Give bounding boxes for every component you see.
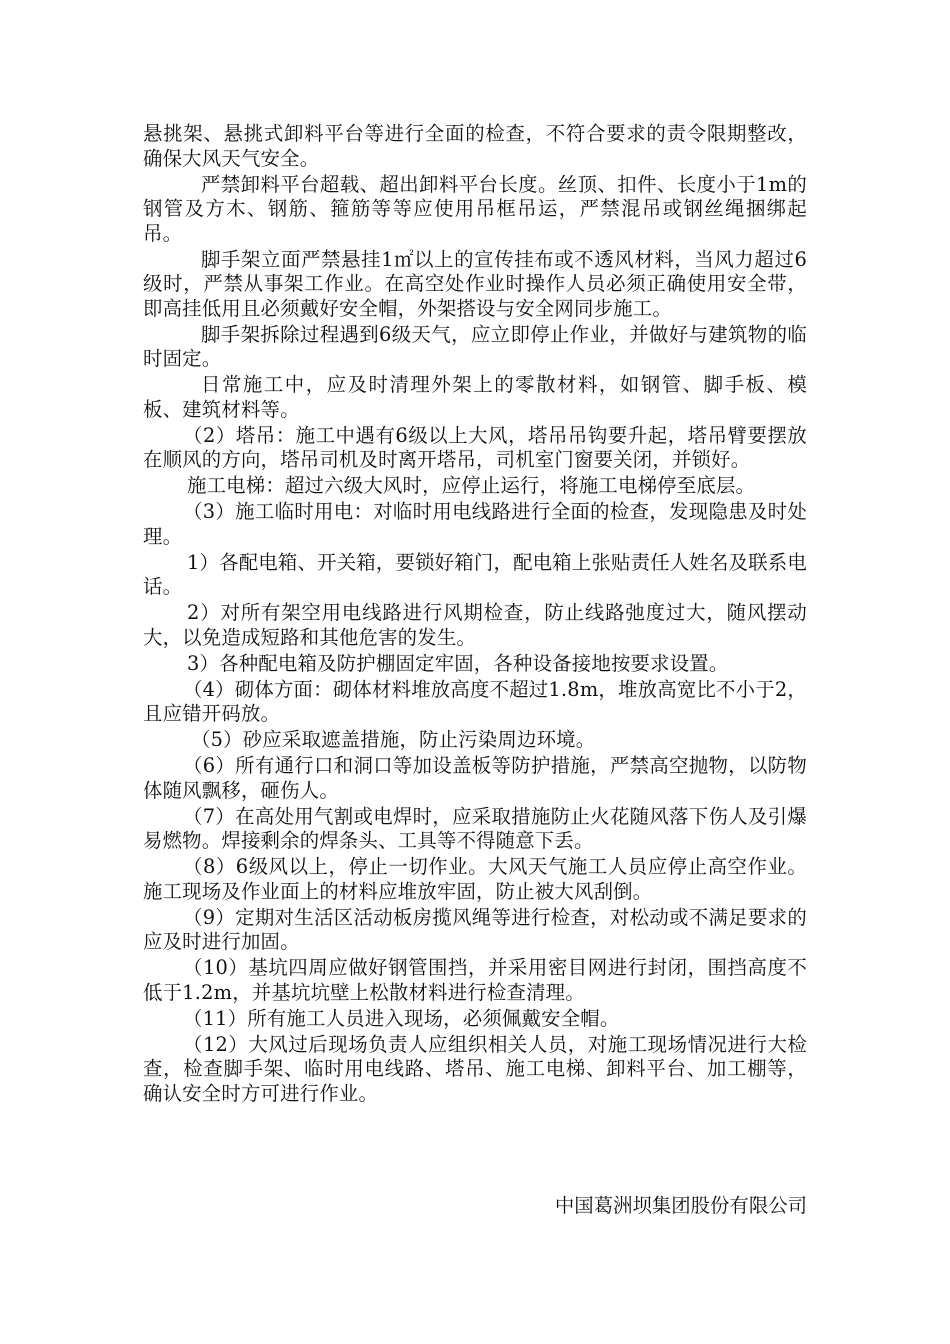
paragraph-welding: （7）在高处用气割或电焊时，应采取措施防止火花随风落下伤人及引爆易燃物。焊接剩余的焊条头、工具等不得随意下丢。	[143, 804, 807, 852]
paragraph-construction-elevator: 施工电梯：超过六级大风时，应停止运行，将施工电梯停至底层。	[187, 474, 756, 497]
paragraph-scaffold-inspection: 悬挑架、悬挑式卸料平台等进行全面的检查，不符合要求的责令限期整改，确保大风天气安全。	[143, 122, 807, 170]
paragraph-scaffold-facade: 脚手架立面严禁悬挂1㎡以上的宣传挂布或不透风材料，当风力超过6级时，严禁从事架工作业。在高空处作业时操作人员必须正确使用安全带，即高挂低用且必须戴好安全帽，外架搭设与安全网同步施工。	[143, 247, 807, 320]
paragraph-power-item-1: 1）各配电箱、开关箱，要锁好箱门，配电箱上张贴责任人姓名及联系电话。	[143, 550, 807, 598]
company-signature: 中国葛洲坝集团股份有限公司	[554, 1194, 807, 1217]
paragraph-daily-cleanup: 日常施工中，应及时清理外架上的零散材料，如钢管、脚手板、模板、建筑材料等。	[143, 373, 807, 421]
paragraph-tower-crane: （2）塔吊：施工中遇有6级以上大风，塔吊吊钩要升起，塔吊臂要摆放在顺风的方向，塔吊司机及时离开塔吊，司机室门窗要关闭，并锁好。	[143, 423, 807, 471]
paragraph-sand-cover: （5）砂应采取遮盖措施，防止污染周边环境。	[191, 728, 596, 751]
paragraph-living-area: （9）定期对生活区活动板房揽风绳等进行检查，对松动或不满足要求的应及时进行加固。	[143, 905, 807, 953]
paragraph-safety-helmet: （11）所有施工人员进入现场，必须佩戴安全帽。	[183, 1006, 620, 1030]
paragraph-openings: （6）所有通行口和洞口等加设盖板等防护措施，严禁高空抛物，以防物体随风飘移，砸伤人。	[143, 754, 807, 802]
paragraph-stop-work: （8）6级风以上，停止一切作业。大风天气施工人员应停止高空作业。施工现场及作业面上的材料应堆放牢固，防止被大风刮倒。	[143, 855, 807, 903]
paragraph-power-item-2: 2）对所有架空用电线路进行风期检查，防止线路弛度过大，随风摆动大，以免造成短路和其他危害的发生。	[143, 601, 807, 649]
paragraph-post-wind-inspection: （12）大风过后现场负责人应组织相关人员，对施工现场情况进行大检查，检查脚手架、临时用电线路、塔吊、施工电梯、卸料平台、加工棚等，确认安全时方可进行作业。	[143, 1032, 807, 1105]
document-body	[143, 122, 807, 1108]
paragraph-foundation-pit: （10）基坑四周应做好钢管围挡，并采用密目网进行封闭，围挡高度不低于1.2m，并基坑坑壁上松散材料进行检查清理。	[143, 956, 807, 1004]
paragraph-power-item-3: 3）各种配电箱及防护棚固定牢固，各种设备接地按要求设置。	[187, 651, 729, 675]
paragraph-temporary-power: （3）施工临时用电：对临时用电线路进行全面的检查，发现隐患及时处理。	[143, 500, 807, 548]
paragraph-platform-overload: 严禁卸料平台超载、超出卸料平台长度。丝顶、扣件、长度小于1m的钢管及方木、钢筋、箍筋等等应使用吊框吊运，严禁混吊或钢丝绳捆绑起吊。	[143, 172, 807, 245]
paragraph-masonry: （4）砌体方面：砌体材料堆放高度不超过1.8m，堆放高宽比不小于2，且应错开码放。	[143, 677, 807, 725]
paragraph-scaffold-removal: 脚手架拆除过程遇到6级天气，应立即停止作业，并做好与建筑物的临时固定。	[143, 322, 807, 370]
